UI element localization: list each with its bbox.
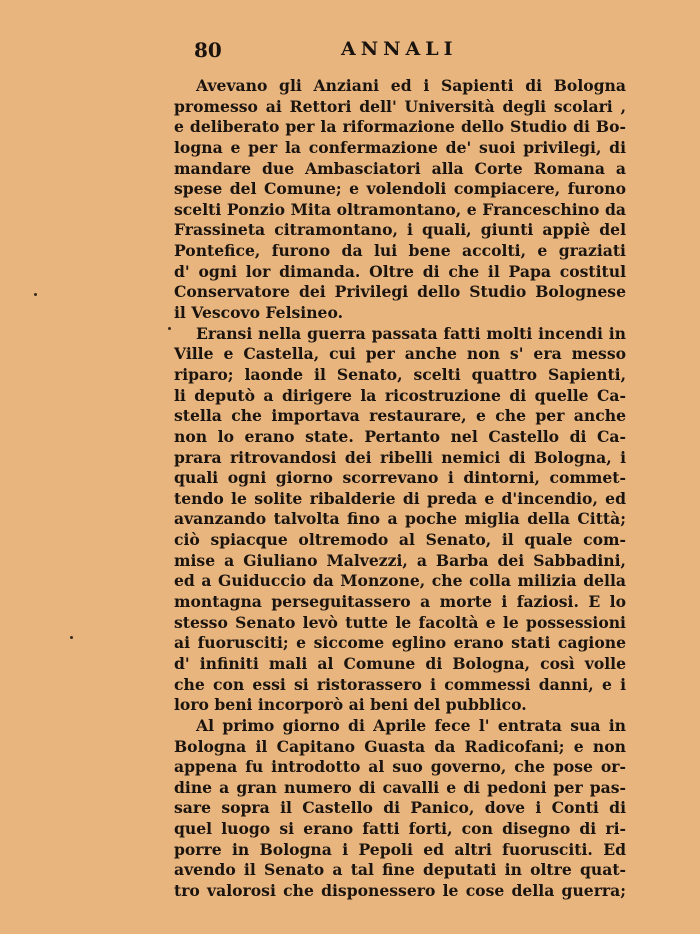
paper-speck: [70, 636, 73, 639]
text-line: scelti Ponzio Mita oltramontano, e Franceschino da: [174, 199, 626, 219]
text-line: tendo le solite ribalderie di preda e d'incendio, ed: [174, 488, 626, 508]
text-line: che con essi si ristorassero i commessi danni, e i: [174, 674, 626, 694]
text-line: avanzando talvolta fino a poche miglia della Città;: [174, 509, 626, 529]
page-header: [176, 38, 626, 62]
text-line: avendo il Senato a tal fine deputati in oltre quat-: [174, 860, 626, 880]
running-title: ANNALI: [341, 38, 458, 60]
text-line: montagna perseguitassero a morte i faziosi. E lo: [174, 592, 626, 612]
text-line: e deliberato per la riformazione dello Studio di Bo-: [174, 117, 626, 137]
text-line: stesso Senato levò tutte le facoltà e le possessioni: [174, 612, 626, 632]
text-line: ai fuorusciti; e siccome eglino erano stati cagione: [174, 633, 626, 653]
text-line: dine a gran numero di cavalli e di pedoni per pas-: [174, 777, 626, 797]
paper-speck: [168, 327, 171, 330]
text-line: stella che importava restaurare, e che per anche: [174, 406, 626, 426]
text-line: loro beni incorporò ai beni del pubblico.: [174, 695, 527, 715]
text-line: d' infiniti mali al Comune di Bologna, così volle: [174, 653, 626, 673]
text-line: mise a Giuliano Malvezzi, a Barba dei Sabbadini,: [174, 550, 626, 570]
text-line: quel luogo si erano fatti forti, con disegno di ri-: [174, 819, 626, 839]
text-line: sare sopra il Castello di Panico, dove i Conti di: [174, 798, 626, 818]
text-line: ciò spiacque oltremodo al Senato, il quale com-: [174, 530, 626, 550]
body-text: [174, 76, 626, 902]
text-line: appena fu introdotto al suo governo, che pose or-: [174, 757, 626, 777]
text-line: il Vescovo Felsineo.: [174, 303, 344, 323]
text-line: Ville e Castella, cui per anche non s' era messo: [174, 344, 626, 364]
text-line: ed a Guiduccio da Monzone, che colla milizia della: [174, 571, 626, 591]
text-line: spese del Comune; e volendoli compiacere, furono: [174, 179, 626, 199]
text-line: quali ogni giorno scorrevano i dintorni, commet-: [174, 468, 626, 488]
page-number: 80: [194, 38, 222, 62]
text-line: non lo erano state. Pertanto nel Castello di Ca-: [174, 426, 626, 446]
text-line: promesso ai Rettori dell' Università degli scolari ,: [174, 96, 626, 116]
paper-speck: [34, 293, 37, 296]
text-line: Avevano gli Anziani ed i Sapienti di Bologna: [196, 76, 626, 95]
text-line: Eransi nella guerra passata fatti molti incendi in: [196, 323, 626, 343]
text-line: Al primo giorno di Aprile fece l' entrata sua in: [196, 715, 626, 735]
text-line: Frassineta citramontano, i quali, giunti appiè del: [174, 220, 626, 240]
text-line: prara ritrovandosi dei ribelli nemici di Bologna, i: [174, 447, 626, 467]
text-line: tro valorosi che disponessero le cose della guerra;: [174, 880, 626, 900]
text-line: Conservatore dei Privilegi dello Studio Bolognese: [174, 282, 626, 302]
text-line: mandare due Ambasciatori alla Corte Romana a: [174, 158, 626, 178]
text-line: porre in Bologna i Pepoli ed altri fuorusciti. Ed: [174, 839, 626, 859]
text-line: Pontefice, furono da lui bene accolti, e graziati: [174, 241, 626, 261]
text-line: Bologna il Capitano Guasta da Radicofani; e non: [174, 736, 626, 756]
text-line: d' ogni lor dimanda. Oltre di che il Papa costitul: [174, 261, 626, 281]
text-line: li deputò a dirigere la ricostruzione di quelle Ca-: [174, 385, 626, 405]
text-line: riparo; laonde il Senato, scelti quattro Sapienti,: [174, 364, 626, 384]
text-line: logna e per la confermazione de' suoi privilegi, di: [174, 137, 626, 157]
